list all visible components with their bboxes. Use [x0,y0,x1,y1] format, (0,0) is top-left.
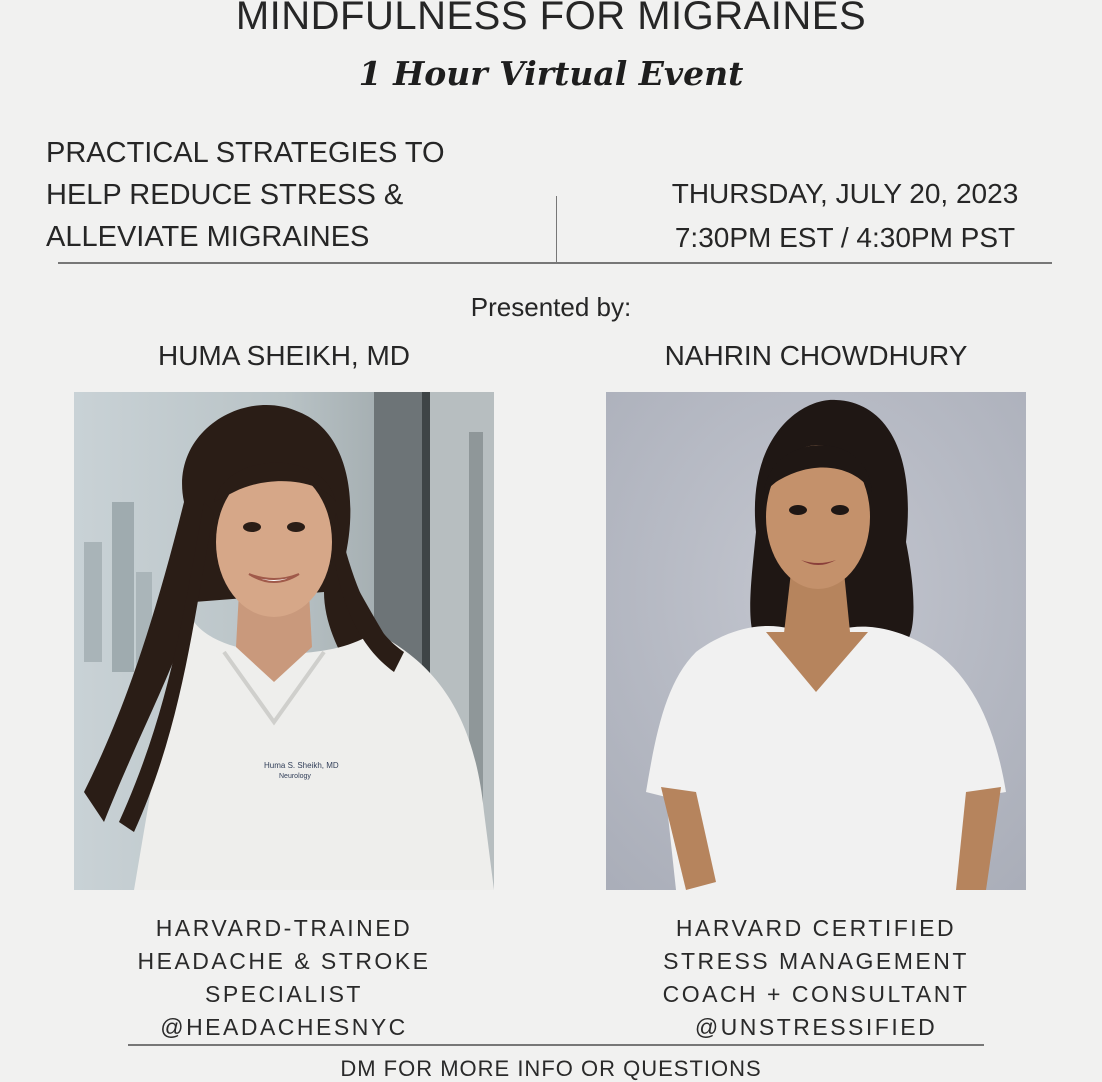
bio-line: HARVARD CERTIFIED [675,915,957,941]
event-title: MINDFULNESS FOR MIGRAINES [235,0,867,38]
speaker-photo-2 [606,392,1026,890]
event-description [46,132,445,258]
bio-line: HARVARD-TRAINED [155,915,413,941]
bio-handle: @UNSTRESSIFIED [694,1014,938,1040]
portrait-photo-icon [606,392,1026,890]
bio-line: STRESS MANAGEMENT [663,948,969,974]
speaker-name-1: HUMA SHEIKH, MD [157,340,411,371]
speaker-bio-1 [74,912,494,1044]
speaker-photo-1 [74,392,494,890]
bio-handle: @HEADACHESNYC [160,1014,408,1040]
bio-line: SPECIALIST [205,981,363,1007]
event-time: 7:30PM EST / 4:30PM PST [674,222,1016,253]
description-line: HELP REDUCE STRESS & [46,179,404,211]
footer-text: DM FOR MORE INFO OR QUESTIONS [340,1056,762,1081]
presented-by-label: Presented by: [470,292,632,322]
event-schedule [600,172,1090,260]
bio-line: COACH + CONSULTANT [662,981,970,1007]
coat-embroidery-name: Huma S. Sheikh, MD [264,761,339,770]
coat-embroidery-dept: Neurology [279,773,311,780]
event-date: THURSDAY, JULY 20, 2023 [671,178,1019,209]
speaker-bio-2 [606,912,1026,1044]
description-line: ALLEVIATE MIGRAINES [46,221,370,253]
footer-divider [128,1044,984,1046]
bio-line: HEADACHE & STROKE [137,948,431,974]
header-divider [58,262,1052,264]
description-line: PRACTICAL STRATEGIES TO [46,137,445,169]
portrait-photo-icon [74,392,494,890]
event-subtitle: 1 Hour Virtual Event [358,54,744,93]
speaker-name-2: NAHRIN CHOWDHURY [664,340,968,371]
vertical-divider [556,196,557,264]
